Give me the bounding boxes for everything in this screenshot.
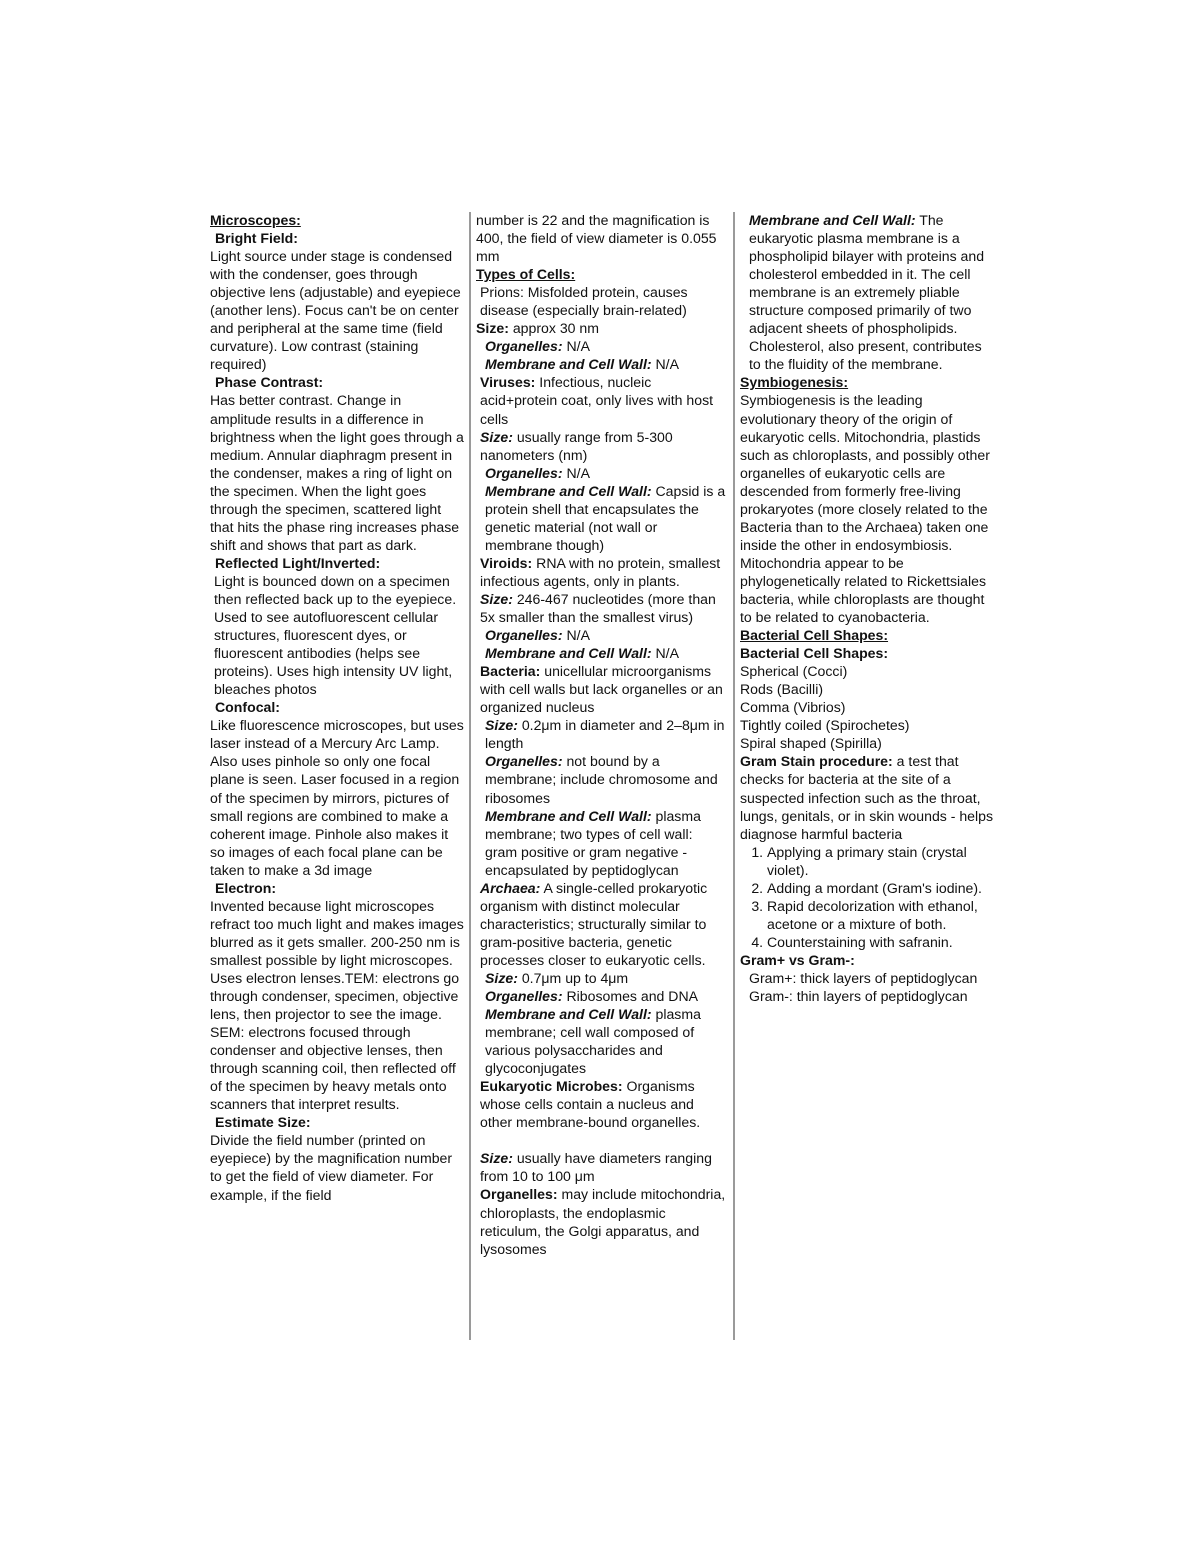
viroids-entry — [476, 554, 728, 590]
spacer — [476, 1131, 728, 1149]
shape-item: Rods (Bacilli) — [740, 681, 824, 698]
archaea-membrane — [476, 1005, 728, 1077]
symbiogenesis-text: Symbiogenesis is the leading evolutionary theory of the origin of eukaryotic cells. Mitochondria, plastids such as chloroplasts, and possibly other organelles of eukaryotic cells are descended from formerly free-living prokaryotes (more closely related to the Bacteria than to the Archaea) taken one inside the other in endosymbiosis. Mitochondria appear to be phylogenetically related to Rickettsiales bacteria, while chloroplasts are thought to be related to cyanobacteria. — [740, 392, 990, 626]
size-label: Size: — [485, 717, 518, 734]
electron-text: Invented because light microscopes refract too much light and makes images blurred as it gets smaller. 200-250 nm is smallest possible by light microscopes. Uses electron lenses.TEM: electrons go through condenser, specimen, objective lens, then projector to see the image. SEM: electrons focused through condenser and objective lenses, then through scanning coil, then reflected off of the specimen by heavy metals onto scanners that interpret results. — [210, 897, 464, 1113]
prions-organelles — [476, 337, 728, 355]
size-value: 0.7μm up to 4μm — [521, 969, 629, 986]
size-value: 246-467 nucleotides (more than 5x smaller than the smallest virus) — [480, 590, 716, 626]
membrane-value: N/A — [655, 356, 679, 373]
membrane-value: plasma membrane; cell wall composed of various polysaccharides and glycoconjugates — [485, 1006, 701, 1077]
membrane-value: The eukaryotic plasma membrane is a phospholipid bilayer with proteins and cholesterol embedded in it. The cell membrane is an extremely pliable structure composed primarily of two adjacent sheets of phospholipids. Cholesterol, also present, contributes to the fluidity of the membrane. — [749, 212, 985, 373]
membrane-label: Membrane and Cell Wall: — [485, 356, 652, 373]
column-3 — [740, 211, 996, 1005]
archaea-entry — [476, 879, 728, 969]
eukaryotic-organelles — [476, 1185, 728, 1257]
gram-vs-title: Gram+ vs Gram-: — [740, 951, 855, 968]
size-value: approx 30 nm — [512, 320, 600, 337]
gram-positive-text: Gram+: thick layers of peptidoglycan — [749, 969, 978, 986]
column-divider — [733, 212, 735, 1340]
size-label: Size: — [480, 590, 513, 607]
viroids-membrane — [476, 644, 728, 662]
estimate-size-continued: number is 22 and the magnification is 400, the field of view diameter is 0.055 mm — [476, 212, 717, 265]
step-item: 2. Adding a mordant (Gram's iodine). — [767, 879, 996, 897]
organelles-value: N/A — [566, 464, 590, 481]
shape-item: Tightly coiled (Spirochetes) — [740, 717, 910, 734]
gram-stain-entry — [740, 752, 996, 842]
viroids-label: Viroids: — [480, 554, 533, 571]
viruses-size — [476, 428, 728, 464]
bacteria-entry — [476, 662, 728, 716]
size-label: Size: — [476, 320, 509, 337]
estimate-size-text: Divide the field number (printed on eyepiece) by the magnification number to get the field of view diameter. For example, if the field — [210, 1132, 453, 1203]
viruses-organelles — [476, 464, 728, 482]
gram-stain-text: a test that checks for bacteria at the site of a suspected infection such as the throat, lungs, genitals, or in skin wounds - helps diagnose harmful bacteria — [740, 753, 994, 842]
phase-contrast-title: Phase Contrast: — [215, 374, 324, 391]
viroids-size — [476, 590, 728, 626]
estimate-size-title: Estimate Size: — [215, 1114, 311, 1131]
eukaryotic-size — [476, 1149, 728, 1185]
types-of-cells-heading: Types of Cells: — [476, 266, 576, 283]
bacterial-shapes-heading: Bacterial Cell Shapes: — [740, 627, 889, 644]
viroids-organelles — [476, 626, 728, 644]
organelles-label: Organelles: — [485, 627, 563, 644]
bacteria-label: Bacteria: — [480, 663, 541, 680]
column-divider — [469, 212, 471, 1340]
organelles-label: Organelles: — [485, 464, 563, 481]
microscopes-heading: Microscopes: — [210, 212, 301, 228]
shape-item: Comma (Vibrios) — [740, 699, 846, 716]
organelles-value: may include mitochondria, chloroplasts, the endoplasmic reticulum, the Golgi apparatus, and lysosomes — [480, 1186, 726, 1257]
column-2 — [476, 211, 728, 1258]
bacteria-membrane — [476, 807, 728, 879]
step-item: 3. Rapid decolorization with ethanol, acetone or a mixture of both. — [767, 897, 996, 933]
eukaryotic-membrane — [740, 211, 996, 373]
membrane-value: Capsid is a protein shell that encapsulates the genetic material (not wall or membrane though) — [485, 482, 726, 553]
archaea-organelles — [476, 987, 728, 1005]
shape-item: Spiral shaped (Spirilla) — [740, 735, 882, 752]
symbiogenesis-heading: Symbiogenesis: — [740, 374, 849, 391]
membrane-value: N/A — [655, 645, 679, 662]
eukaryotic-microbes-text: Organisms whose cells contain a nucleus and other membrane-bound organelles. — [480, 1078, 701, 1131]
bright-field-title: Bright Field: — [215, 230, 298, 247]
bacterial-shapes-title: Bacterial Cell Shapes: — [740, 645, 889, 662]
archaea-size — [476, 969, 728, 987]
viruses-entry — [476, 373, 728, 427]
membrane-label: Membrane and Cell Wall: — [749, 212, 916, 228]
prions-membrane — [476, 355, 728, 373]
organelles-label: Organelles: — [480, 1186, 558, 1203]
step-item: 4. Counterstaining with safranin. — [767, 933, 996, 951]
membrane-label: Membrane and Cell Wall: — [485, 807, 652, 824]
viruses-label: Viruses: — [480, 374, 536, 391]
bacteria-text: unicellular microorganisms with cell walls but lack organelles or an organized nucleus — [480, 663, 723, 716]
gram-negative-text: Gram-: thin layers of peptidoglycan — [749, 988, 968, 1005]
prions-text: Prions: Misfolded protein, causes disease (especially brain-related) — [480, 284, 688, 319]
membrane-label: Membrane and Cell Wall: — [485, 1006, 652, 1023]
organelles-value: N/A — [566, 627, 590, 644]
organelles-value: not bound by a membrane; include chromosome and ribosomes — [485, 753, 718, 806]
size-label: Size: — [480, 428, 513, 445]
shape-item: Spherical (Cocci) — [740, 663, 848, 680]
electron-title: Electron: — [215, 879, 277, 896]
membrane-label: Membrane and Cell Wall: — [485, 645, 652, 662]
size-value: usually have diameters ranging from 10 to 100 μm — [480, 1150, 712, 1185]
organelles-label: Organelles: — [485, 753, 563, 770]
gram-stain-label: Gram Stain procedure: — [740, 753, 893, 770]
size-label: Size: — [480, 1150, 513, 1167]
archaea-label: Archaea: — [480, 879, 541, 896]
size-label: Size: — [485, 969, 518, 986]
phase-contrast-text: Has better contrast. Change in amplitude results in a difference in brightness when the light goes through a medium. Annular diaphragm present in the condenser, makes a ring of light on the specimen. When the light goes through the specimen, scattered light that hits the phase ring increases phase shift and shows that part as dark. — [210, 392, 464, 553]
reflected-text: Light is bounced down on a specimen then reflected back up to the eyepiece. Used to see autofluorescent cellular structures, fluorescent dyes, or fluorescent antibodies (helps see proteins). Uses high intensity UV light, bleaches photos — [214, 572, 457, 698]
size-value: 0.2μm in diameter and 2–8μm in length — [485, 717, 725, 752]
archaea-text: A single-celled prokaryotic organism with distinct molecular characteristics; structurally similar to gram-positive bacteria, genetic processes closer to eukaryotic cells. — [480, 879, 708, 968]
bright-field-text: Light source under stage is condensed with the condenser, goes through objective lens (adjustable) and eyepiece (another lens). Focus can't be on center and peripheral at the same time (field curvature). Low contrast (staining required) — [210, 248, 461, 373]
bacteria-size — [476, 716, 728, 752]
reflected-title: Reflected Light/Inverted: — [215, 554, 381, 571]
bacteria-organelles — [476, 752, 728, 806]
prions-size — [476, 319, 728, 337]
column-1 — [210, 211, 464, 1204]
organelles-label: Organelles: — [485, 338, 563, 355]
eukaryotic-microbes-entry — [476, 1077, 728, 1131]
gram-stain-steps — [740, 843, 996, 951]
viruses-membrane — [476, 482, 728, 554]
size-value: usually range from 5-300 nanometers (nm) — [480, 428, 673, 463]
organelles-label: Organelles: — [485, 988, 563, 1005]
membrane-value: plasma membrane; two types of cell wall: gram positive or gram negative - encapsulated by peptidoglycan — [485, 807, 701, 878]
step-item: 1. Applying a primary stain (crystal violet). — [767, 843, 996, 879]
organelles-value: N/A — [566, 338, 590, 355]
organelles-value: Ribosomes and DNA — [566, 988, 699, 1005]
confocal-text: Like fluorescence microscopes, but uses laser instead of a Mercury Arc Lamp. Also uses pinhole so only one focal plane is seen. Laser focused in a region of the specimen by mirrors, pictures of small regions are combined to make a coherent image. Pinhole also makes it so images of each focal plane can be taken to make a 3d image — [210, 717, 464, 878]
membrane-label: Membrane and Cell Wall: — [485, 482, 652, 499]
eukaryotic-microbes-label: Eukaryotic Microbes: — [480, 1078, 623, 1095]
confocal-title: Confocal: — [215, 699, 280, 716]
viruses-text: Infectious, nucleic acid+protein coat, only lives with host cells — [480, 374, 714, 427]
viroids-text: RNA with no protein, smallest infectious agents, only in plants. — [480, 554, 721, 589]
